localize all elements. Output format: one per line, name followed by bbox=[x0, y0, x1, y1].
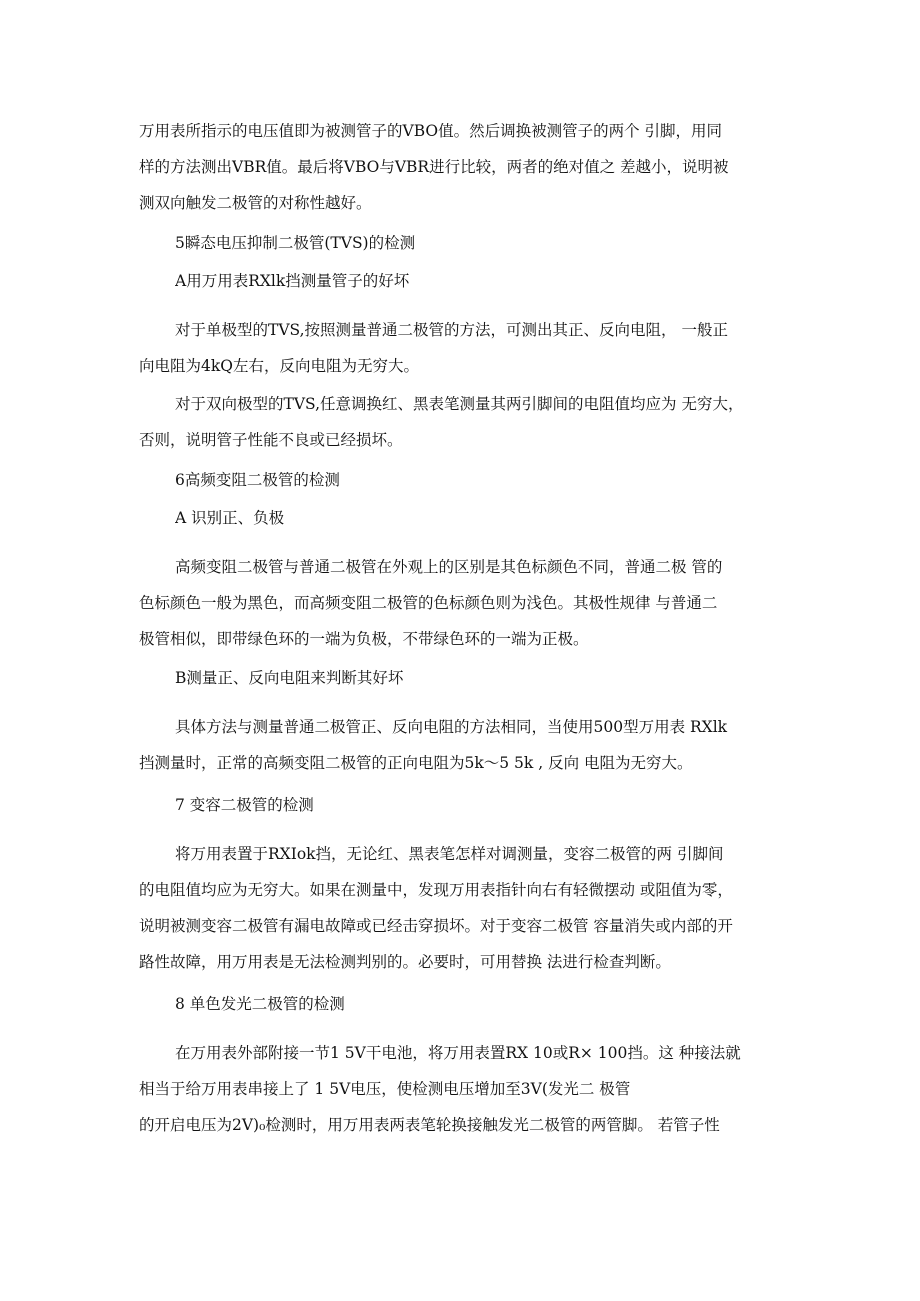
paragraph-line: 极管相似，即带绿色环的一端为负极，不带绿色环的一端为正极。 bbox=[139, 630, 589, 648]
paragraph-line: 将万用表置于RXIok挡，无论红、黑表笔怎样对调测量，变容二极管的两 引脚间 bbox=[175, 845, 724, 863]
paragraph-line: 对于双向极型的TVS,任意调换红、黑表笔测量其两引脚间的电阻值均应为 无穷大， bbox=[175, 395, 744, 413]
paragraph-line: 色标颜色一般为黑色，而高频变阻二极管的色标颜色则为浅色。其极性规律 与普通二 bbox=[139, 594, 718, 612]
paragraph-line: 的电阻值均应为无穷大。如果在测量中，发现万用表指针向右有轻微摆动 或阻值为零， bbox=[139, 881, 733, 899]
subsection-heading: A用万用表RXlk挡测量管子的好坏 bbox=[175, 272, 410, 290]
section-heading: 6高频变阻二极管的检测 bbox=[175, 471, 340, 489]
paragraph-line: 万用表所指示的电压值即为被测管子的VBO值。然后调换被测管子的两个 引脚，用同 bbox=[139, 122, 723, 140]
paragraph-line: 样的方法测出VBR值。最后将VBO与VBR进行比较，两者的绝对值之 差越小，说明被 bbox=[139, 158, 729, 176]
paragraph-line: 说明被测变容二极管有漏电故障或已经击穿损坏。对于变容二极管 容量消失或内部的开 bbox=[139, 917, 733, 935]
paragraph-line: 高频变阻二极管与普通二极管在外观上的区别是其色标颜色不同，普通二极 管的 bbox=[175, 558, 723, 576]
paragraph-line: 挡测量时，正常的高频变阻二极管的正向电阻为5k～5 5k , 反向 电阻为无穷大。 bbox=[139, 754, 693, 772]
paragraph-line: 具体方法与测量普通二极管正、反向电阻的方法相同，当使用500型万用表 RXlk bbox=[175, 718, 728, 736]
paragraph-line: 向电阻为4kQ左右，反向电阻为无穷大。 bbox=[139, 357, 419, 375]
paragraph-line: 测双向触发二极管的对称性越好。 bbox=[139, 194, 372, 212]
section-heading: 8 单色发光二极管的检测 bbox=[175, 995, 345, 1013]
paragraph-line: 的开启电压为2V)₀检测时，用万用表两表笔轮换接触发光二极管的两管脚。 若管子性 bbox=[139, 1116, 720, 1134]
section-heading: 5瞬态电压抑制二极管(TVS)的检测 bbox=[175, 234, 416, 252]
paragraph-line: 否则，说明管子性能不良或已经损坏。 bbox=[139, 431, 403, 449]
paragraph-line: 路性故障，用万用表是无法检测判别的。必要时，可用替换 法进行检查判断。 bbox=[139, 953, 671, 971]
paragraph-line: 对于单极型的TVS,按照测量普通二极管的方法，可测出其正、反向电阻， 一般正 bbox=[175, 321, 728, 339]
paragraph-line: 相当于给万用表串接上了 1 5V电压，使检测电压增加至3V(发光二 极管 bbox=[139, 1080, 631, 1098]
paragraph-line: 在万用表外部附接一节1 5V干电池，将万用表置RX 10或R× 100挡。这 种接法就 bbox=[175, 1044, 741, 1062]
subsection-heading: B测量正、反向电阻来判断其好坏 bbox=[175, 669, 404, 687]
section-heading: 7 变容二极管的检测 bbox=[175, 796, 314, 814]
subsection-heading: A 识别正、负极 bbox=[175, 509, 285, 527]
